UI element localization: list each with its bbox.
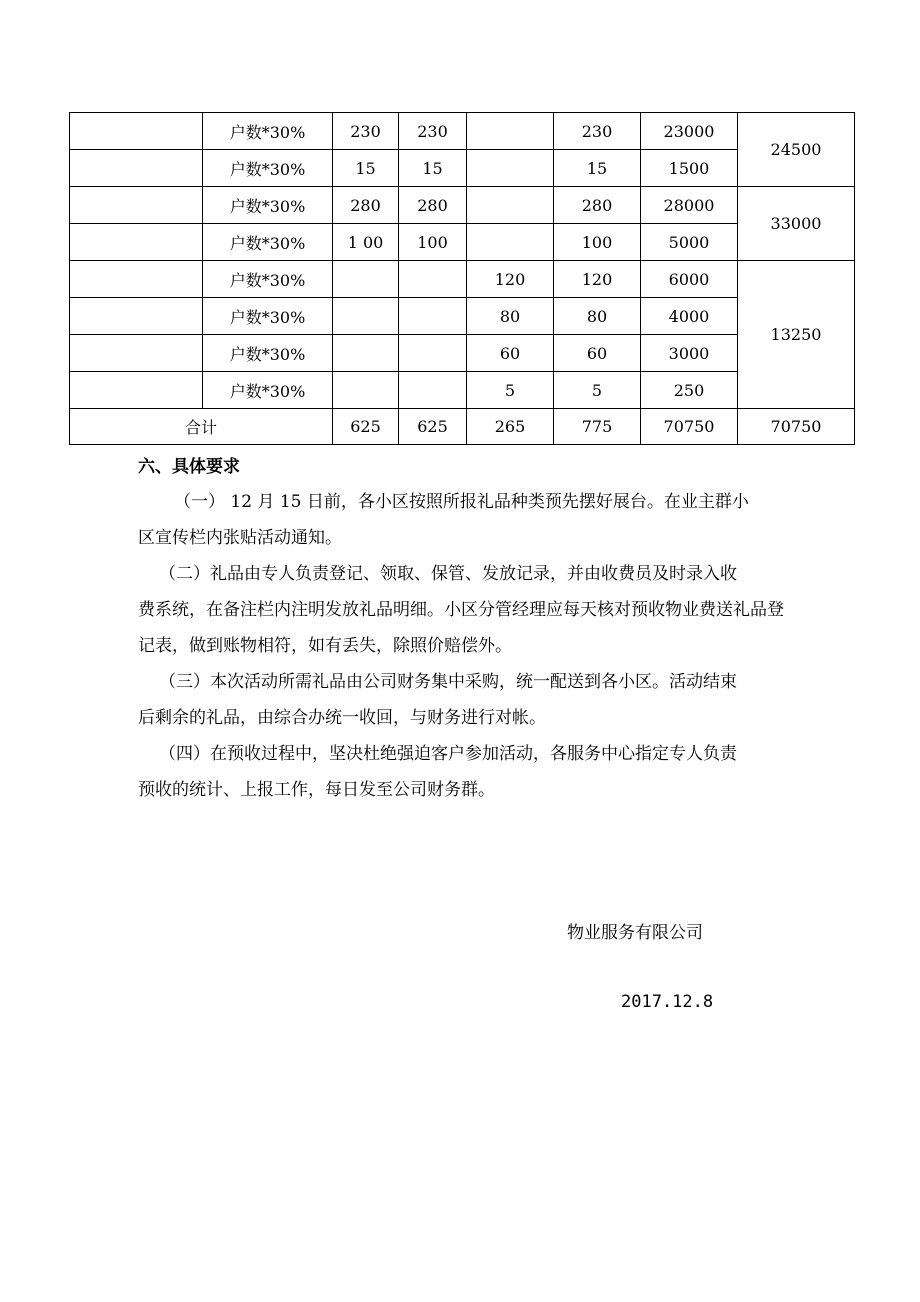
paragraph-first-line: （一） 12 月 15 日前，各小区按照所报礼品种类预先摆好展台。在业主群小 xyxy=(174,492,749,512)
qty-cell xyxy=(333,335,399,372)
table-row xyxy=(70,150,855,187)
paragraph-first-line: （三）本次活动所需礼品由公司财务集中采购，统一配送到各小区。活动结束 xyxy=(159,672,737,692)
category-cell xyxy=(70,113,203,150)
requirement-paragraph-2 xyxy=(138,556,788,664)
qty-cell: 280 xyxy=(333,187,399,224)
basis-cell: 户数*30% xyxy=(203,335,333,372)
total-amount-cell: 70750 xyxy=(641,409,738,445)
qty-cell: 15 xyxy=(399,150,467,187)
table-row xyxy=(70,298,855,335)
amount-cell: 3000 xyxy=(641,335,738,372)
qty-cell xyxy=(399,298,467,335)
subtotal-cell: 33000 xyxy=(738,187,855,261)
qty-cell: 60 xyxy=(554,335,641,372)
table-row xyxy=(70,335,855,372)
document-date: 2017.12.8 xyxy=(621,992,714,1012)
total-qty-cell: 265 xyxy=(467,409,554,445)
basis-cell: 户数*30% xyxy=(203,372,333,409)
basis-cell: 户数*30% xyxy=(203,150,333,187)
category-cell xyxy=(70,335,203,372)
qty-cell xyxy=(399,261,467,298)
qty-cell xyxy=(399,335,467,372)
basis-cell: 户数*30% xyxy=(203,224,333,261)
qty-cell: 230 xyxy=(554,113,641,150)
subtotal-cell: 24500 xyxy=(738,113,855,187)
total-label: 合计 xyxy=(70,409,333,445)
table-row xyxy=(70,372,855,409)
qty-cell: 100 xyxy=(554,224,641,261)
paragraph-first-line: （二）礼品由专人负责登记、领取、保管、发放记录，并由收费员及时录入收 xyxy=(159,564,737,584)
table-row xyxy=(70,224,855,261)
amount-cell: 28000 xyxy=(641,187,738,224)
paragraph-rest: 区宣传栏内张贴活动通知。 xyxy=(138,528,342,548)
qty-cell: 230 xyxy=(333,113,399,150)
paragraph-rest: 费系统，在备注栏内注明发放礼品明细。小区分管经理应每天核对预收物业费送礼品登记表，做到账物相符，如有丢失，除照价赔偿外。 xyxy=(138,600,784,656)
requirement-paragraph-1 xyxy=(138,484,788,556)
qty-cell xyxy=(467,150,554,187)
gift-table xyxy=(69,112,855,445)
amount-cell: 6000 xyxy=(641,261,738,298)
qty-cell: 5 xyxy=(467,372,554,409)
subtotal-cell: 13250 xyxy=(738,261,855,409)
company-signature: 物业服务有限公司 xyxy=(567,923,703,943)
qty-cell: 280 xyxy=(554,187,641,224)
basis-cell: 户数*30% xyxy=(203,298,333,335)
qty-cell xyxy=(333,261,399,298)
section-heading: 六、具体要求 xyxy=(138,457,240,477)
total-subtotal-cell: 70750 xyxy=(738,409,855,445)
total-row xyxy=(70,409,855,445)
amount-cell: 4000 xyxy=(641,298,738,335)
qty-cell: 15 xyxy=(333,150,399,187)
total-qty-cell: 775 xyxy=(554,409,641,445)
category-cell xyxy=(70,187,203,224)
qty-cell: 5 xyxy=(554,372,641,409)
category-cell xyxy=(70,261,203,298)
qty-cell xyxy=(333,298,399,335)
qty-cell xyxy=(467,187,554,224)
qty-cell: 120 xyxy=(554,261,641,298)
amount-cell: 250 xyxy=(641,372,738,409)
total-qty-cell: 625 xyxy=(399,409,467,445)
qty-cell: 120 xyxy=(467,261,554,298)
paragraph-rest: 预收的统计、上报工作，每日发至公司财务群。 xyxy=(138,780,495,800)
paragraph-first-line: （四）在预收过程中，坚决杜绝强迫客户参加活动，各服务中心指定专人负责 xyxy=(159,744,737,764)
amount-cell: 23000 xyxy=(641,113,738,150)
table-row xyxy=(70,113,855,150)
amount-cell: 5000 xyxy=(641,224,738,261)
qty-cell: 100 xyxy=(399,224,467,261)
requirement-paragraph-3 xyxy=(138,664,788,736)
amount-cell: 1500 xyxy=(641,150,738,187)
category-cell xyxy=(70,224,203,261)
qty-cell: 60 xyxy=(467,335,554,372)
qty-cell xyxy=(399,372,467,409)
requirement-paragraph-4 xyxy=(138,736,788,808)
basis-cell: 户数*30% xyxy=(203,261,333,298)
basis-cell: 户数*30% xyxy=(203,187,333,224)
category-cell xyxy=(70,150,203,187)
qty-cell xyxy=(467,113,554,150)
basis-cell: 户数*30% xyxy=(203,113,333,150)
qty-cell: 15 xyxy=(554,150,641,187)
table-row xyxy=(70,261,855,298)
qty-cell: 80 xyxy=(554,298,641,335)
category-cell xyxy=(70,298,203,335)
qty-cell: 1 00 xyxy=(333,224,399,261)
total-qty-cell: 625 xyxy=(333,409,399,445)
qty-cell xyxy=(467,224,554,261)
qty-cell: 230 xyxy=(399,113,467,150)
qty-cell xyxy=(333,372,399,409)
table-row xyxy=(70,187,855,224)
qty-cell: 280 xyxy=(399,187,467,224)
category-cell xyxy=(70,372,203,409)
paragraph-rest: 后剩余的礼品，由综合办统一收回，与财务进行对帐。 xyxy=(138,708,546,728)
qty-cell: 80 xyxy=(467,298,554,335)
